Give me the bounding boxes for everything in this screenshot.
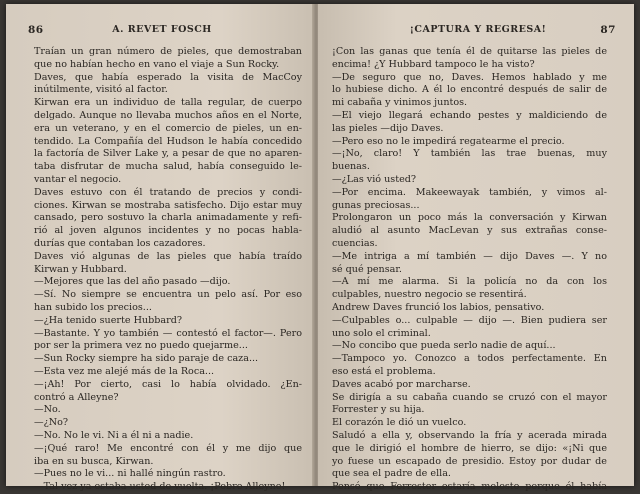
text-line: gunas preciosas... (332, 199, 420, 211)
text-line: delgado. Aunque no llevaba muchos años en el Norte, (34, 109, 302, 121)
text-line: —Pues no le vi... ni hallé ningún rastro. (34, 468, 226, 480)
text-line: tendido. La Compañía del Hudson le había concedido (34, 135, 302, 147)
text-line: Kirwan y Hubbard. (34, 263, 127, 275)
page-number: 87 (600, 24, 616, 36)
text-line: encima! ¿Y Hubbard tampoco le ha visto? (332, 58, 535, 70)
page-number: 86 (28, 24, 44, 36)
text-line: yo fuese un escapado de presidio. Estoy por dudar de (332, 455, 607, 467)
text-line: iba en su busca, Kirwan. (34, 455, 154, 467)
text-line: Prolongaron un poco más la conversación y Kirwan (332, 212, 607, 224)
text-line: —Mejores que las del año pasado —dijo. (34, 276, 231, 288)
text-line: —Esta vez me alejé más de la Roca... (34, 365, 215, 377)
text-line: que no habían hecho en vano el viaje a Sun Rocky. (34, 58, 280, 70)
text-line: la factoría de Silver Lake y, a pesar de que no aparen- (34, 148, 302, 160)
text-line: —Me intriga a mí también — dijo Daves —. Y no (332, 250, 607, 262)
text-line: —¡Qué raro! Me encontré con él y me dijo que (34, 442, 302, 454)
left-page-header (28, 24, 296, 38)
text-line: Kirwan era un individuo de talla regular, de cuerpo (34, 97, 302, 109)
text-line: El corazón le dió un vuelco. (332, 417, 467, 429)
text-line: lo hubiese dicho. A él lo encontré después de salir de (332, 84, 607, 96)
text-line: —Pero eso no le impedirá regatearme el precio. (332, 135, 565, 147)
text-line: Saludó a ella y, observando la fría y acerada mirada (332, 429, 607, 441)
left-page-text (34, 46, 302, 494)
text-line: —Sun Rocky siempre ha sido paraje de caza... (34, 353, 259, 365)
text-line: cansado, pero sostuvo la charla animadamente y refi- (34, 212, 302, 224)
text-line: Se dirigía a su cabaña cuando se cruzó con el mayor (332, 391, 607, 403)
text-line: —A mí me alarma. Si la policía no da con los (332, 276, 607, 288)
text-line: —¿Ha tenido suerte Hubbard? (34, 314, 182, 326)
text-line: —¿No? (34, 417, 69, 429)
text-line: que le dirigió el hombre de hierro, se dijo: «¡Ni que (332, 442, 607, 454)
right-page-text (332, 46, 607, 494)
book-spread (6, 4, 634, 493)
text-line: —Culpables o... culpable — dijo —. Bien pudiera ser (332, 314, 607, 326)
text-line: —Tampoco yo. Conozco a todos perfectamente. En (332, 353, 607, 365)
text-line: —Por encima. Makeewayak también, y vimos al- (332, 186, 607, 198)
left-page (6, 4, 314, 493)
text-line: por ser la primera vez no puedo quejarme... (34, 340, 248, 352)
text-line: vantar el negocio. (34, 173, 122, 185)
text-line: ciones. Kirwan se mostraba satisfecho. Dijo estar muy (34, 199, 302, 211)
text-line: cuencias. (332, 237, 378, 249)
text-line: taba disfrutar de mucha salud, había conseguido le- (34, 161, 302, 173)
text-line: las pieles —dijo Daves. (332, 122, 444, 134)
text-line: —Tal vez ya estaba usted de vuelta. ¡Pobre Alleyne! (34, 481, 286, 493)
text-line: uno solo el criminal. (332, 327, 431, 339)
text-line: aludió al asunto MacLevan y sus extrañas conse- (332, 225, 607, 237)
text-line: rió al joven algunos incidentes y no pocas habla- (34, 225, 302, 237)
text-line: culpables, nuestro negocio se resentirá. (332, 289, 527, 301)
text-line: Pensó que Forrester estaría molesto porque él había (332, 481, 607, 493)
text-line: —No. No le vi. Ni a él ni a nadie. (34, 429, 194, 441)
text-line: —De seguro que no, Daves. Hemos hablado y me (332, 71, 607, 83)
text-line: Andrew Daves frunció los labios, pensativo. (332, 301, 545, 313)
text-line: mi cabaña y vinimos juntos. (332, 97, 468, 109)
text-line: —El viejo llegará echando pestes y maldiciendo de (332, 109, 607, 121)
text-line: durías que contaban los cazadores. (34, 237, 206, 249)
text-line: Forrester y su hija. (332, 404, 425, 416)
text-line: —Bastante. Y yo también — contestó el factor—. Pero (34, 327, 302, 339)
text-line: —No. (34, 404, 61, 416)
text-line: Daves estuvo con él tratando de precios y condi- (34, 186, 302, 198)
text-line: era un veterano, y en el comercio de pieles, un en- (34, 122, 302, 134)
text-line: ¡Con las ganas que tenía él de quitarse las pieles de (332, 46, 607, 57)
text-line: Daves acabó por marcharse. (332, 378, 471, 390)
text-line: han subido los precios... (34, 301, 152, 313)
text-line: contró a Alleyne? (34, 391, 119, 403)
right-page-header (340, 24, 616, 38)
text-line: buenas. (332, 161, 370, 173)
text-line: —¿Las vió usted? (332, 173, 417, 185)
running-header: A. REVET FOSCH (112, 24, 212, 35)
text-line: sé qué pensar. (332, 263, 402, 275)
text-line: que sea el padre de ella. (332, 468, 451, 480)
text-line: —¡Ah! Por cierto, casi lo había olvidado. ¿En- (34, 378, 302, 390)
text-line: Daves, que había esperado la visita de MacCoy (34, 71, 302, 83)
text-line: eso está el problema. (332, 365, 436, 377)
running-header: ¡CAPTURA Y REGRESA! (409, 24, 547, 35)
text-line: Traían un gran número de pieles, que demostraban (34, 46, 302, 57)
text-line: —¡No, claro! Y también las trae buenas, muy (332, 148, 607, 160)
text-line: —Sí. No siempre se encuentra un pelo así. Por eso (34, 289, 302, 301)
text-line: inútilmente, visitó al factor. (34, 84, 168, 96)
right-page (318, 4, 634, 493)
text-line: —No concibo que pueda serlo nadie de aquí... (332, 340, 556, 352)
text-line: Daves vió algunas de las pieles que había traído (34, 250, 302, 262)
